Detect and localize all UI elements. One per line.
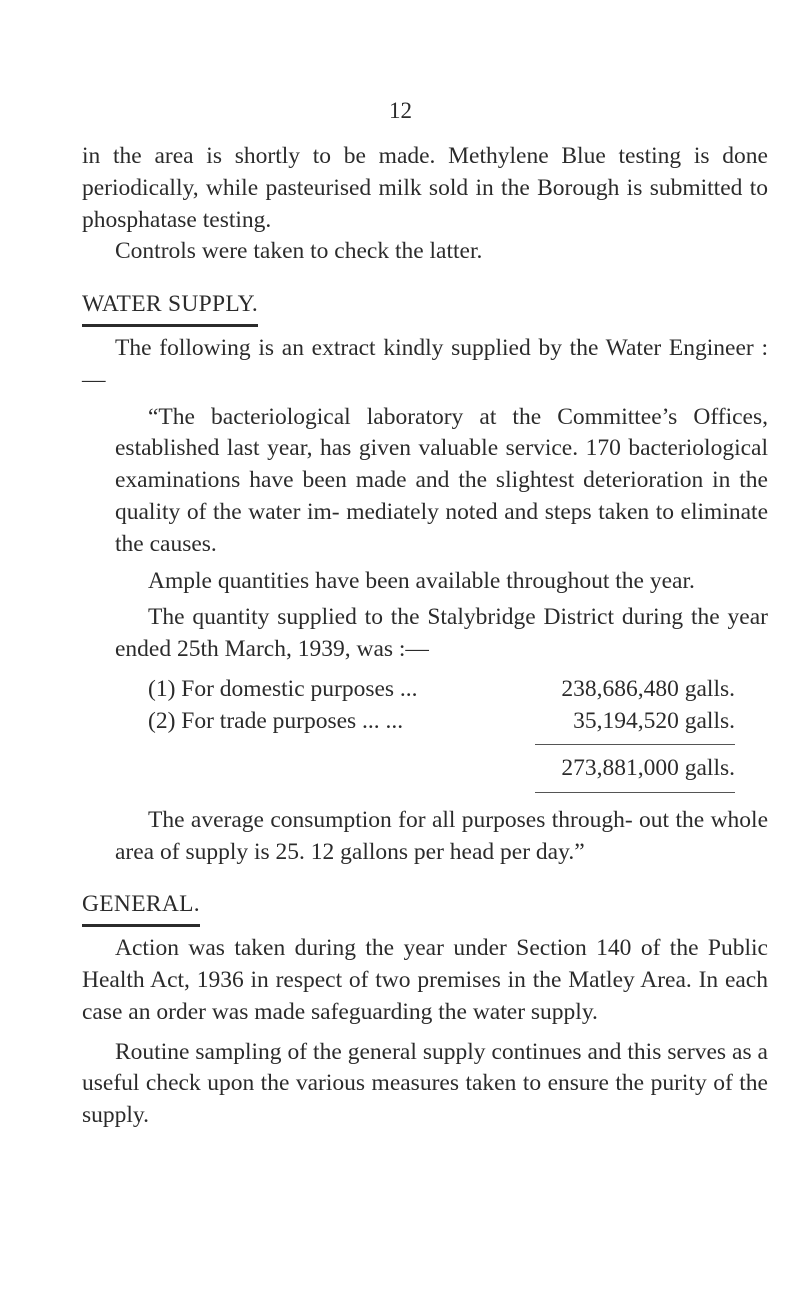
quote-paragraph-4: The average consumption for all purposes through- out the whole area of supply is 25. 12 gallons per head per day.” <box>115 806 768 865</box>
general-paragraph-1: Action was taken during the year under Section 140 of the Public Health Act, 1936 in respect of two premises in the Matley Area. In each case an order was made safeguarding the water supply. <box>82 935 768 1025</box>
page-body <box>82 141 768 1132</box>
general-paragraph-2: Routine sampling of the general supply continues and this serves as a useful check upon the various measures taken to ensure the purity of the supply. <box>82 1038 768 1129</box>
intro-paragraph-2: Controls were taken to check the latter. <box>115 238 483 265</box>
table-row <box>148 673 735 705</box>
table-total: 273,881,000 galls. <box>535 744 735 793</box>
row-label: (1) For domestic purposes ... <box>148 675 418 702</box>
water-supply-heading: WATER SUPPLY. <box>82 289 258 327</box>
row-amount: 35,194,520 galls. <box>573 707 735 734</box>
table-row <box>148 705 735 737</box>
engineer-quote-end <box>82 805 768 869</box>
quote-paragraph-3: The quantity supplied to the Stalybridge District during the year ended 25th March, 1939, was :— <box>115 604 768 663</box>
table-total-row <box>148 737 735 793</box>
quote-paragraph-1: “The bacteriological laboratory at the Committee’s Offices, established last year, has given valuable service. 170 bacteriological examinations have been made and the slightest deterioration in the quality of the water im- mediately noted and steps taken to eliminate the causes. <box>115 403 768 557</box>
engineer-quote <box>82 402 768 666</box>
supply-table <box>82 673 768 793</box>
page-number: 12 <box>389 98 412 123</box>
intro-paragraph-1: in the area is shortly to be made. Methylene Blue testing is done periodically, while pasteurised milk sold in the Borough is submitted to phosphatase testing. <box>82 143 768 233</box>
row-label: (2) For trade purposes ... ... <box>148 707 404 734</box>
quote-paragraph-2: Ample quantities have been available throughout the year. <box>148 567 695 594</box>
water-supply-intro: The following is an extract kindly supplied by the Water Engineer :— <box>82 334 768 393</box>
row-amount: 238,686,480 galls. <box>561 675 735 702</box>
general-heading: GENERAL. <box>82 889 200 927</box>
